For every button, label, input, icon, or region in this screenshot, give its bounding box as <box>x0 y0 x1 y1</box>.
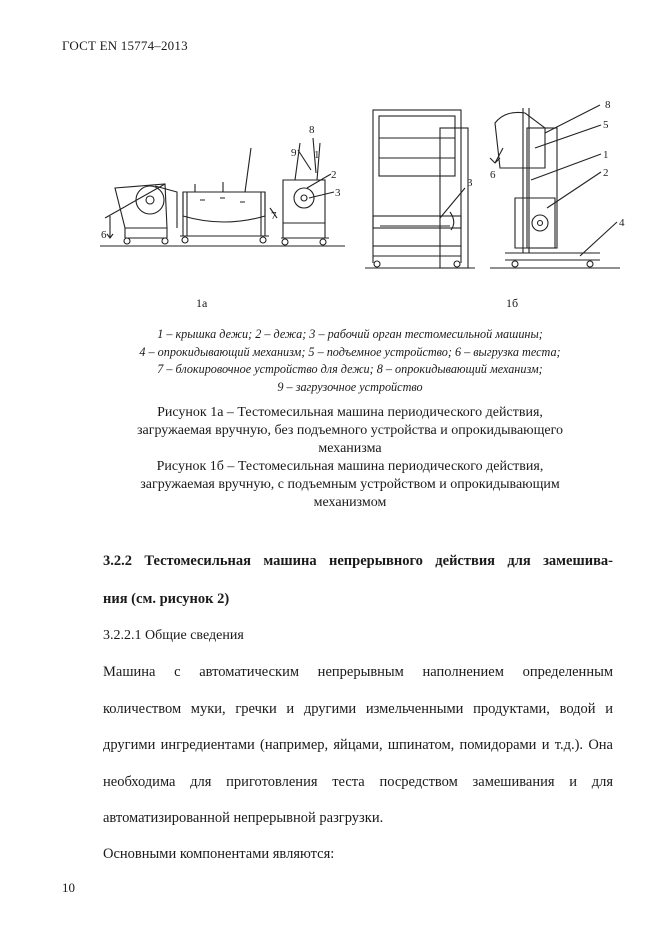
machine-1a-left <box>105 184 177 244</box>
legend-line: 4 – опрокидывающий механизм; 5 – подъемное устройство; 6 – выгрузка теста; <box>139 344 561 359</box>
callout-3-b: 3 <box>467 177 473 189</box>
figure-label-b: 1б <box>506 296 519 310</box>
body-text: Машина с автоматическим непрерывным наполнением определенным количеством муки, гречки и другими измельченными продуктами, водой и другими ингредиентами (например, яйцами, шпинатом, помидорами и т.д.). Она необходима для приготовления теста посредством замешивания и для автоматизированной непрерывной разгрузки. <box>103 664 613 826</box>
callout-3-a: 3 <box>335 187 341 199</box>
callout-8-a: 8 <box>309 124 315 136</box>
callout-7: 7 <box>271 210 277 222</box>
figure-captions <box>120 404 580 512</box>
section-title-line1: 3.2.2 Тестомесильная машина непрерывного действия для замешива- <box>103 553 613 569</box>
legend-line: 9 – загрузочное устройство <box>277 379 423 394</box>
subsection-heading: 3.2.2.1 Общие сведения <box>103 628 244 643</box>
figure-legend <box>100 326 600 396</box>
body-paragraph-2: Основными компонентами являются: <box>103 846 335 862</box>
section-title-line2: ния (см. рисунок 2) <box>103 591 230 607</box>
machine-1b-right <box>490 108 620 268</box>
callout-5: 5 <box>603 119 609 131</box>
callout-1-b: 1 <box>603 149 609 161</box>
callout-8-b: 8 <box>605 99 611 111</box>
machine-1b-left <box>365 110 475 268</box>
callout-9: 9 <box>291 147 297 159</box>
figure-label-a: 1а <box>196 296 208 310</box>
caption-1b: Рисунок 1б – Тестомесильная машина периодического действия, загружаемая вручную, с подъемным устройством и опрокидывающим механизмом <box>140 459 560 510</box>
callout-6-a: 6 <box>101 229 107 241</box>
body-paragraph <box>103 654 613 837</box>
legend-line: 7 – блокировочное устройство для дежи; 8 – опрокидывающий механизм; <box>157 362 543 376</box>
callout-2-b: 2 <box>603 167 609 179</box>
figure-machines <box>95 88 635 288</box>
page-number: 10 <box>62 880 75 895</box>
figure-drawing <box>95 88 635 288</box>
callout-1-a: 1 <box>314 149 320 161</box>
machine-1a-middle <box>180 148 269 243</box>
callout-2-a: 2 <box>331 169 337 181</box>
document-header: ГОСТ EN 15774–2013 <box>62 38 188 53</box>
machine-1a-right <box>270 143 329 245</box>
legend-line: 1 – крышка дежи; 2 – дежа; 3 – рабочий орган тестомесильной машины; <box>157 327 543 341</box>
caption-1a: Рисунок 1а – Тестомесильная машина периодического действия, загружаемая вручную, без подъемного устройства и опрокидывающего механизма <box>136 405 564 456</box>
callout-6-b: 6 <box>490 169 496 181</box>
callout-4: 4 <box>619 217 625 229</box>
